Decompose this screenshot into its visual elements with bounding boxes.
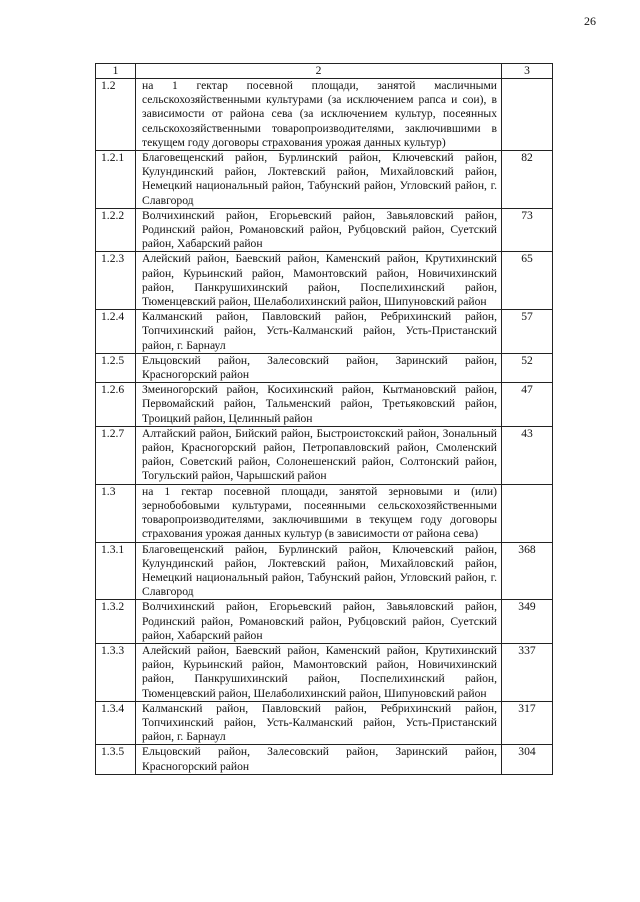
column-header-2: 2 (136, 64, 502, 79)
row-value: 65 (502, 252, 553, 310)
table-row (96, 310, 553, 354)
row-number: 1.3 (96, 484, 136, 542)
row-number: 1.2.2 (96, 208, 136, 252)
row-value: 317 (502, 701, 553, 745)
table-body (96, 79, 553, 775)
row-number: 1.3.5 (96, 745, 136, 774)
row-description: Волчихинский район, Егорьевский район, Завьяловский район, Родинский район, Романовский район, Рубцовский район, Суетский район, Хабарский район (136, 600, 502, 644)
table-row (96, 353, 553, 382)
table-row (96, 745, 553, 774)
row-number: 1.3.3 (96, 643, 136, 701)
row-description: Алейский район, Баевский район, Каменский район, Крутихинский район, Курьинский район, Мамонтовский район, Новичихинский район, Панкрушихинский район, Поспелихинский район, Тюменцевский район, Шелаболихинский район, Шипуновский район (136, 643, 502, 701)
row-number: 1.3.4 (96, 701, 136, 745)
table-row (96, 79, 553, 151)
row-value: 47 (502, 383, 553, 427)
row-description: Волчихинский район, Егорьевский район, Завьяловский район, Родинский район, Романовский район, Рубцовский район, Суетский район, Хабарский район (136, 208, 502, 252)
row-value: 57 (502, 310, 553, 354)
column-header-1: 1 (96, 64, 136, 79)
table-header (96, 64, 553, 79)
row-value: 368 (502, 542, 553, 600)
row-value: 73 (502, 208, 553, 252)
table-row (96, 701, 553, 745)
row-value: 304 (502, 745, 553, 774)
table-row (96, 484, 553, 542)
row-description: на 1 гектар посевной площади, занятой масличными сельскохозяйственными культурами (за исключением рапса и сои), в зависимости от района сева (за исключением культур, посеянных сельскохозяйственными товаропроизводителями, заключившими в текущем году договоры страхования урожая данных культур) (136, 79, 502, 151)
table-row (96, 542, 553, 600)
row-description: Алтайский район, Бийский район, Быстроистокский район, Зональный район, Красногорский район, Петропавловский район, Смоленский район, Советский район, Солонешенский район, Солтонский район, Тогульский район, Чарышский район (136, 426, 502, 484)
table-row (96, 252, 553, 310)
row-number: 1.2.6 (96, 383, 136, 427)
row-description: Калманский район, Павловский район, Ребрихинский район, Топчихинский район, Усть-Калманский район, Усть-Пристанский район, г. Барнаул (136, 310, 502, 354)
row-description: Благовещенский район, Бурлинский район, Ключевский район, Кулундинский район, Локтевский район, Михайловский район, Немецкий национальный район, Табунский район, Угловский район, г. Славгород (136, 542, 502, 600)
row-number: 1.2.3 (96, 252, 136, 310)
row-description: Алейский район, Баевский район, Каменский район, Крутихинский район, Курьинский район, Мамонтовский район, Новичихинский район, Панкрушихинский район, Поспелихинский район, Тюменцевский район, Шелаболихинский район, Шипуновский район (136, 252, 502, 310)
row-number: 1.2.5 (96, 353, 136, 382)
rates-table (95, 63, 553, 775)
column-header-3: 3 (502, 64, 553, 79)
table-row (96, 383, 553, 427)
table-row (96, 151, 553, 209)
row-value (502, 79, 553, 151)
row-value: 337 (502, 643, 553, 701)
table-row (96, 643, 553, 701)
row-value: 349 (502, 600, 553, 644)
table-row (96, 600, 553, 644)
row-description: Ельцовский район, Залесовский район, Заринский район, Красногорский район (136, 353, 502, 382)
row-number: 1.2.1 (96, 151, 136, 209)
table-row (96, 426, 553, 484)
row-description: Змеиногорский район, Косихинский район, Кытмановский район, Первомайский район, Тальменский район, Третьяковский район, Троицкий район, Целинный район (136, 383, 502, 427)
row-number: 1.3.2 (96, 600, 136, 644)
row-description: Калманский район, Павловский район, Ребрихинский район, Топчихинский район, Усть-Калманский район, Усть-Пристанский район, г. Барнаул (136, 701, 502, 745)
table-row (96, 208, 553, 252)
row-number: 1.2.4 (96, 310, 136, 354)
header-row (96, 64, 553, 79)
row-number: 1.2 (96, 79, 136, 151)
row-description: Благовещенский район, Бурлинский район, Ключевский район, Кулундинский район, Локтевский район, Михайловский район, Немецкий национальный район, Табунский район, Угловский район, г. Славгород (136, 151, 502, 209)
row-number: 1.3.1 (96, 542, 136, 600)
row-value: 43 (502, 426, 553, 484)
row-value: 82 (502, 151, 553, 209)
row-value (502, 484, 553, 542)
row-value: 52 (502, 353, 553, 382)
page-number: 26 (584, 14, 596, 28)
row-description: Ельцовский район, Залесовский район, Заринский район, Красногорский район (136, 745, 502, 774)
row-number: 1.2.7 (96, 426, 136, 484)
row-description: на 1 гектар посевной площади, занятой зерновыми и (или) зернобобовыми культурами, посеянными сельскохозяйственными товаропроизводителями, заключившими в текущем году договоры страхования урожая данных культур (в зависимости от района сева) (136, 484, 502, 542)
